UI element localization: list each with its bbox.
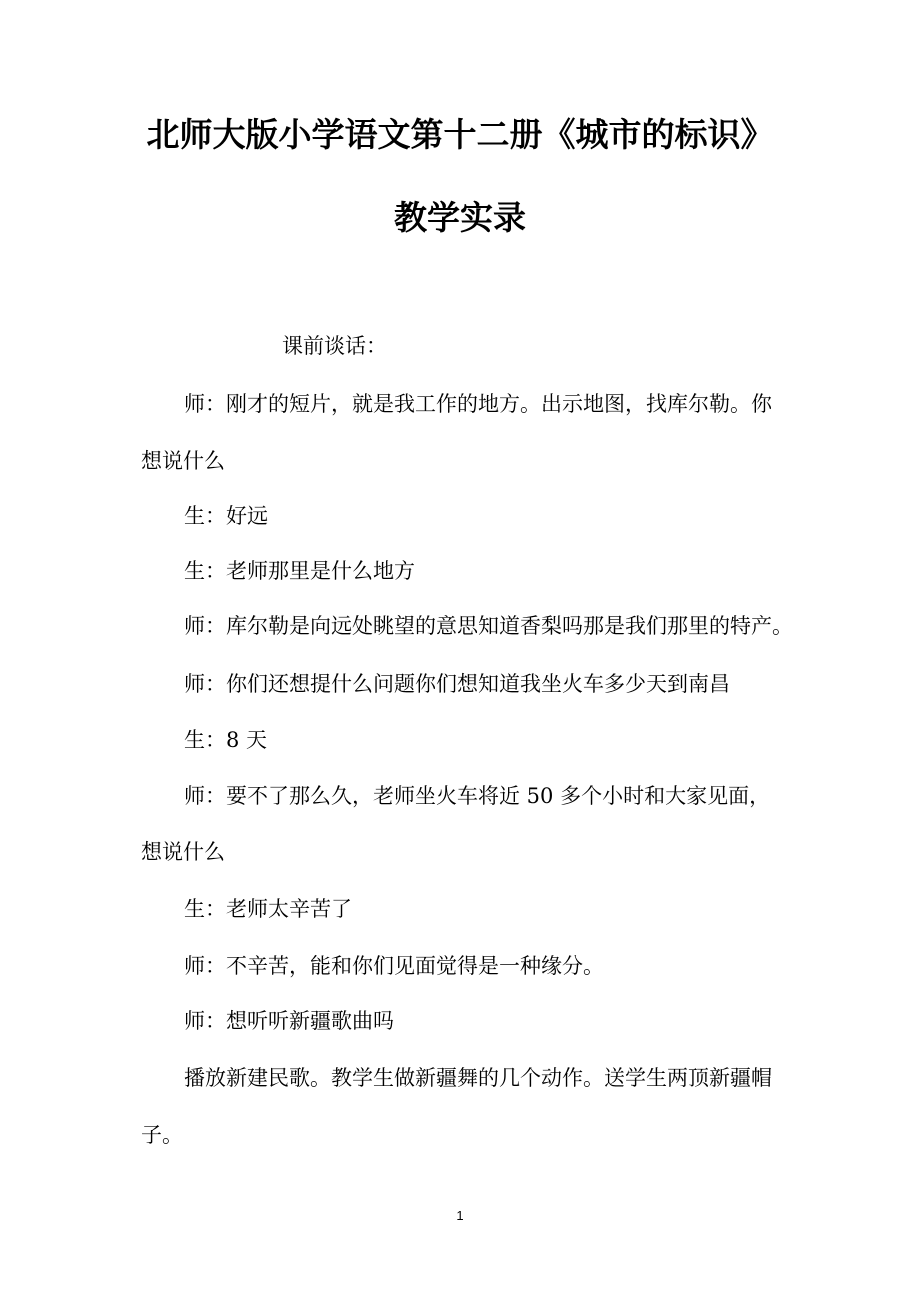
paragraph-line: 师：不辛苦，能和你们见面觉得是一种缘分。	[184, 954, 604, 978]
paragraph-line: 师：想听听新疆歌曲吗	[184, 1009, 394, 1033]
section-heading: 课前谈话：	[282, 334, 387, 358]
paragraph-line: 生：好远	[184, 504, 268, 528]
paragraph-line: 生：老师那里是什么地方	[184, 559, 415, 583]
paragraph-line: 师：要不了那么久，老师坐火车将近 50 多个小时和大家见面，	[184, 784, 771, 808]
document-title-line-2: 教学实录	[394, 198, 526, 237]
paragraph-line: 子。	[141, 1123, 183, 1147]
paragraph-line: 师：刚才的短片，就是我工作的地方。出示地图，找库尔勒。你	[184, 392, 772, 416]
paragraph-line: 师：库尔勒是向远处眺望的意思知道香梨吗那是我们那里的特产。	[184, 614, 793, 638]
paragraph-line: 生：老师太辛苦了	[184, 897, 352, 921]
paragraph-line: 想说什么	[141, 840, 225, 864]
paragraph-line: 师：你们还想提什么问题你们想知道我坐火车多少天到南昌	[184, 672, 730, 696]
paragraph-line: 生：8 天	[184, 728, 268, 752]
paragraph-line: 播放新建民歌。教学生做新疆舞的几个动作。送学生两顶新疆帽	[184, 1066, 772, 1090]
paragraph-line: 想说什么	[141, 449, 225, 473]
page-number: 1	[456, 1208, 464, 1223]
document-title-line-1: 北师大版小学语文第十二册《城市的标识》	[146, 115, 774, 154]
